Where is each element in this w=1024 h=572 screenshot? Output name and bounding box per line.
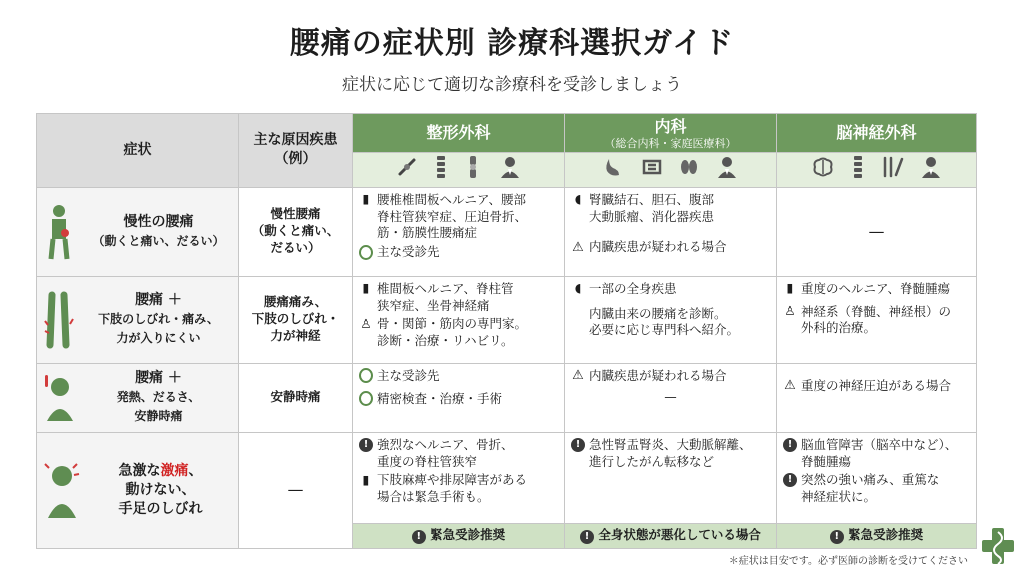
symptom-line xyxy=(119,463,203,479)
doctor-icon: ♙ xyxy=(784,303,796,319)
table-row xyxy=(37,187,977,276)
table-row xyxy=(37,276,977,363)
fever-person-icon xyxy=(43,373,77,423)
spine-icon: ▮ xyxy=(362,280,370,296)
internal-text: 急性腎盂腎炎、大動脈解離、 xyxy=(589,436,752,452)
ortho-text: 主な受診先 xyxy=(377,367,440,383)
cause-cell xyxy=(239,276,353,363)
exclamation-icon: ! xyxy=(359,438,373,452)
header-symptom: 症状 xyxy=(37,114,239,188)
back-pain-person-icon xyxy=(43,203,77,261)
internal-dash: — xyxy=(664,388,677,404)
warning-icon: ⚠ xyxy=(784,378,796,394)
header-cause-line2: （例） xyxy=(274,151,317,168)
warning-icon: ⚠ xyxy=(572,239,584,255)
symptom-cell xyxy=(37,363,239,432)
ortho-text: 骨・関節・筋肉の専門家。 xyxy=(377,316,528,332)
neuro-cell: — xyxy=(777,187,977,276)
neuro-cell xyxy=(777,276,977,363)
joint-icon xyxy=(396,156,418,178)
ortho-cell xyxy=(353,187,565,276)
surgical-tools-icon xyxy=(880,155,904,179)
table-row xyxy=(37,363,977,432)
ortho-text: 腰椎椎間板ヘルニア、腰部 xyxy=(377,191,527,207)
ortho-text: 椎間板ヘルニア、脊柱管 xyxy=(377,280,514,296)
symptom-line: 腰痛 ＋ xyxy=(135,292,182,309)
ortho-text: 重度の脊柱管狭窄 xyxy=(377,453,478,469)
symptom-post: 、 xyxy=(188,462,203,479)
leg-numbness-icon xyxy=(43,291,77,349)
symptom-emphasis: 激痛 xyxy=(160,462,189,479)
stomach-icon xyxy=(603,156,625,178)
ortho-text: 狭窄症、坐骨神経痛 xyxy=(377,297,490,313)
doctor-icon xyxy=(499,155,521,179)
circle-icon xyxy=(359,245,373,260)
sudden-pain-person-icon xyxy=(43,460,81,520)
internal-text: 必要に応じ専門科へ紹介。 xyxy=(589,322,740,338)
internal-icons xyxy=(565,152,777,187)
cause-cell: 安静時痛 xyxy=(239,363,353,432)
symptom-sub: （動くと痛い、だるい） xyxy=(92,233,225,248)
ortho-text: 筋・筋膜性腰痛症 xyxy=(377,225,478,241)
ortho-text: 強烈なヘルニア、骨折、 xyxy=(377,436,514,452)
header-cause xyxy=(239,114,353,188)
kidney-icon xyxy=(678,156,700,178)
symptom-cell xyxy=(37,276,239,363)
ortho-icons xyxy=(353,152,565,187)
header-neurosurgery: 脳神経外科 xyxy=(777,114,977,153)
cause-line: 腰痛痛み、 xyxy=(263,294,328,310)
symptom-cell xyxy=(37,432,239,548)
header-orthopedics: 整形外科 xyxy=(353,114,565,153)
neuro-cell xyxy=(777,432,977,523)
neuro-text: 脊髄腫瘍 xyxy=(801,453,852,469)
ortho-cell xyxy=(353,432,565,523)
ortho-text: 下肢麻痺や排尿障害がある xyxy=(377,472,528,488)
internal-text: 一部の全身疾患 xyxy=(589,280,677,296)
kidney-icon: ◖ xyxy=(574,280,582,296)
neuro-icons xyxy=(777,152,977,187)
internal-text: 内臓疾患が疑われる場合 xyxy=(589,367,727,383)
exclamation-icon: ! xyxy=(783,473,797,487)
neuro-text: 神経症状に。 xyxy=(801,489,877,505)
neuro-text: 重度の神経圧迫がある場合 xyxy=(801,377,952,393)
intestine-icon xyxy=(641,156,663,178)
spine-icon xyxy=(434,155,448,179)
page-subtitle: 症状に応じて適切な診療科を受診しましょう xyxy=(342,75,682,95)
cause-cell xyxy=(239,187,353,276)
exclamation-icon: ! xyxy=(412,530,426,544)
neuro-urgency xyxy=(777,523,977,548)
internal-text: 腎臓結石、胆石、腹部 xyxy=(589,191,715,207)
exclamation-icon: ! xyxy=(580,530,594,544)
internal-cell xyxy=(565,276,777,363)
internal-cell xyxy=(565,432,777,523)
internal-text: 大動脈瘤、消化器疾患 xyxy=(589,208,715,224)
symptom-line: 力が入りにくい xyxy=(116,331,201,346)
spine-icon: ▮ xyxy=(362,191,370,207)
header-internal xyxy=(565,114,777,153)
spine-icon: ▮ xyxy=(362,472,370,487)
table-row xyxy=(37,432,977,523)
symptom-pre: 急激な xyxy=(118,462,161,479)
internal-text: 進行したがん転移など xyxy=(589,453,715,469)
symptom-main: 慢性の腰痛 xyxy=(123,213,194,230)
medical-cross-logo-icon xyxy=(978,524,1018,568)
ortho-urgency xyxy=(353,523,565,548)
cause-line: 下肢のしびれ・ xyxy=(251,311,340,327)
doctor-icon xyxy=(920,155,942,179)
ortho-text: 診断・治療・リハビリ。 xyxy=(377,333,514,349)
ortho-text: 脊柱管狭窄症、圧迫骨折、 xyxy=(377,208,528,224)
spine-icon xyxy=(851,155,865,179)
exclamation-icon: ! xyxy=(783,438,797,452)
doctor-icon: ♙ xyxy=(360,316,372,331)
neuro-text: 重度のヘルニア、脊髄腫瘍 xyxy=(801,280,951,296)
doctor-icon xyxy=(716,155,738,179)
internal-note: 内臓疾患が疑われる場合 xyxy=(589,239,727,255)
symptom-line: 動けない、 xyxy=(125,481,196,498)
cause-line: 慢性腰痛 xyxy=(270,206,321,222)
spine-icon: ▮ xyxy=(786,280,794,296)
symptom-line: 発熱、だるさ、 xyxy=(116,390,201,405)
ortho-text: 場合は緊急手術も。 xyxy=(377,489,490,505)
symptom-cell xyxy=(37,187,239,276)
neuro-text: 外科的治療。 xyxy=(801,320,877,336)
neuro-text: 脳血管障害（脳卒中など）、 xyxy=(801,436,958,452)
symptom-line: 手足のしびれ xyxy=(118,500,203,517)
cause-line: 力が神経 xyxy=(270,328,321,344)
internal-cell xyxy=(565,363,777,432)
symptom-line: 安静時痛 xyxy=(134,409,183,424)
page-title: 腰痛の症状別 診療科選択ガイド xyxy=(289,26,735,61)
warning-icon: ⚠ xyxy=(572,368,584,384)
exclamation-icon: ! xyxy=(571,438,585,452)
circle-icon xyxy=(359,368,373,383)
ortho-text: 精密検査・治療・手術 xyxy=(377,390,503,406)
internal-text: 内臓由来の腰痛を診断。 xyxy=(589,305,727,321)
header-internal-label: 内科 xyxy=(654,117,687,136)
ortho-cell xyxy=(353,363,565,432)
neuro-text: 突然の強い痛み、重篤な xyxy=(801,472,940,488)
internal-cell xyxy=(565,187,777,276)
footnote: ＊症状は目安です。必ず医師の診断を受けてください xyxy=(728,556,968,567)
cause-cell: — xyxy=(239,432,353,548)
neuro-urgency-text: 緊急受診推奨 xyxy=(848,527,924,543)
symptom-line: 下肢のしびれ・痛み、 xyxy=(98,312,219,327)
guide-table xyxy=(36,113,977,549)
symptom-line: 腰痛 ＋ xyxy=(135,370,182,387)
neuro-cell xyxy=(777,363,977,432)
exclamation-icon: ! xyxy=(830,530,844,544)
brain-icon xyxy=(811,157,835,177)
internal-urgency xyxy=(565,523,777,548)
knee-icon xyxy=(463,155,483,179)
internal-urgency-text: 全身状態が悪化している場合 xyxy=(598,527,761,543)
circle-icon xyxy=(359,391,373,406)
kidney-icon: ◖ xyxy=(574,191,582,207)
cause-line: （動くと痛い、 xyxy=(251,223,340,239)
neuro-text: 神経系（脊髄、神経根）の xyxy=(801,303,952,319)
header-cause-line1: 主な原因疾患 xyxy=(253,132,338,149)
ortho-cell xyxy=(353,276,565,363)
cause-line: だるい） xyxy=(270,240,321,256)
ortho-note: 主な受診先 xyxy=(377,244,440,260)
ortho-urgency-text: 緊急受診推奨 xyxy=(430,527,506,543)
header-internal-sub: （総合内科・家庭医療科） xyxy=(604,136,737,150)
